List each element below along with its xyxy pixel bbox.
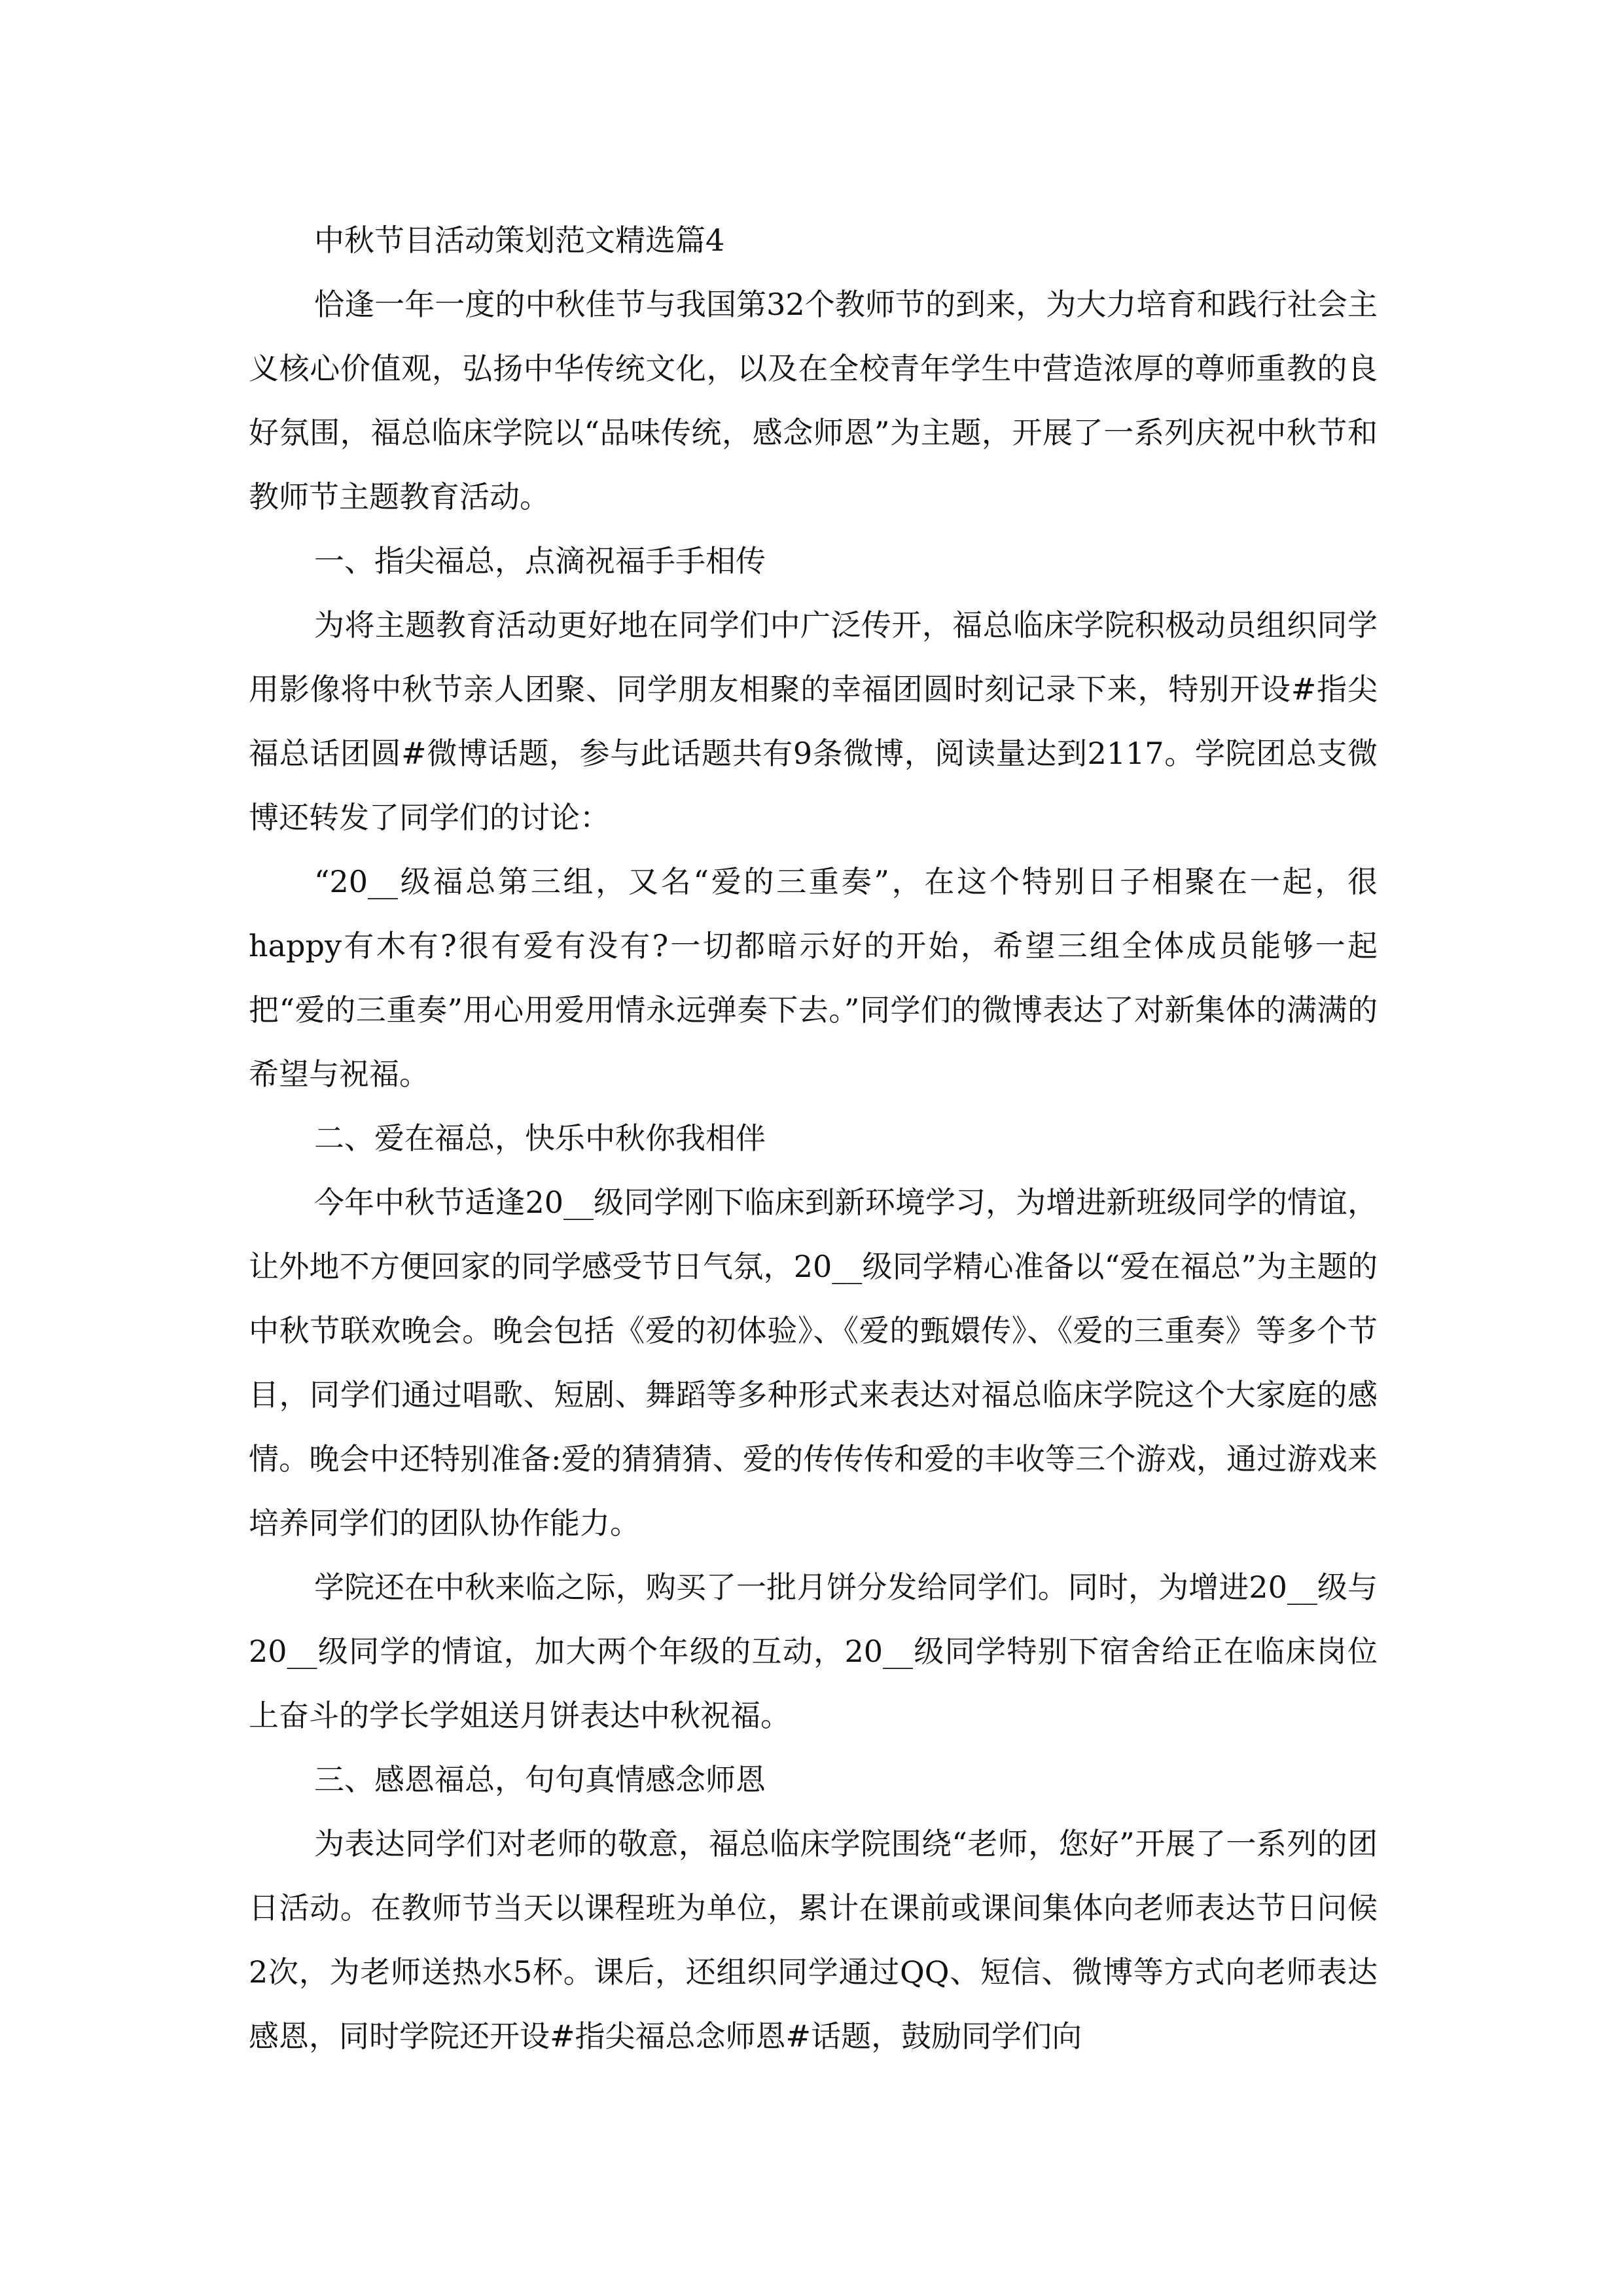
document-body [249, 272, 1378, 2068]
document-title: 中秋节目活动策划范文精选篇4 [314, 223, 725, 258]
paragraph: 为将主题教育活动更好地在同学们中广泛传开，福总临床学院积极动员组织同学用影像将中秋节亲人团聚、同学朋友相聚的幸福团圆时刻记录下来，特别开设#指尖福总话团圆#微博话题，参与此话题共有9条微博，阅读量达到2117。学院团总支微博还转发了同学们的讨论： [249, 607, 1378, 835]
paragraph: 为表达同学们对老师的敬意，福总临床学院围绕“老师，您好”开展了一系列的团日活动。在教师节当天以课程班为单位，累计在课前或课间集体向老师表达节日问候2次，为老师送热水5杯。课后，还组织同学通过QQ、短信、微博等方式向老师表达感恩，同时学院还开设#指尖福总念师恩#话题，鼓励同学们向 [249, 1826, 1378, 2054]
document-page [249, 208, 1378, 2068]
section-heading: 二、爱在福总，快乐中秋你我相伴 [314, 1121, 766, 1156]
section-heading: 一、指尖福总，点滴祝福手手相传 [314, 543, 766, 579]
section-heading: 三、感恩福总，句句真情感念师恩 [314, 1762, 766, 1797]
paragraph: 今年中秋节适逢20__级同学刚下临床到新环境学习，为增进新班级同学的情谊，让外地不方便回家的同学感受节日气氛，20__级同学精心准备以“爱在福总”为主题的中秋节联欢晚会。晚会包括《爱的初体验》、《爱的甄嬛传》、《爱的三重奏》等多个节目，同学们通过唱歌、短剧、舞蹈等多种形式来表达对福总临床学院这个大家庭的感情。晚会中还特别准备:爱的猜猜猜、爱的传传传和爱的丰收等三个游戏，通过游戏来培养同学们的团队协作能力。 [249, 1185, 1378, 1541]
paragraph: 恰逢一年一度的中秋佳节与我国第32个教师节的到来，为大力培育和践行社会主义核心价值观，弘扬中华传统文化，以及在全校青年学生中营造浓厚的尊师重教的良好氛围，福总临床学院以“品味传统，感念师恩”为主题，开展了一系列庆祝中秋节和教师节主题教育活动。 [249, 287, 1378, 514]
quote-paragraph: “20__级福总第三组，又名“爱的三重奏”，在这个特别日子相聚在一起，很happy有木有?很有爱有没有?一切都暗示好的开始，希望三组全体成员能够一起把“爱的三重奏”用心用爱用情永远弹奏下去。”同学们的微博表达了对新集体的满满的希望与祝福。 [249, 864, 1378, 1092]
paragraph: 学院还在中秋来临之际，购买了一批月饼分发给同学们。同时，为增进20__级与20__级同学的情谊，加大两个年级的互动，20__级同学特别下宿舍给正在临床岗位上奋斗的学长学姐送月饼表达中秋祝福。 [249, 1570, 1378, 1733]
